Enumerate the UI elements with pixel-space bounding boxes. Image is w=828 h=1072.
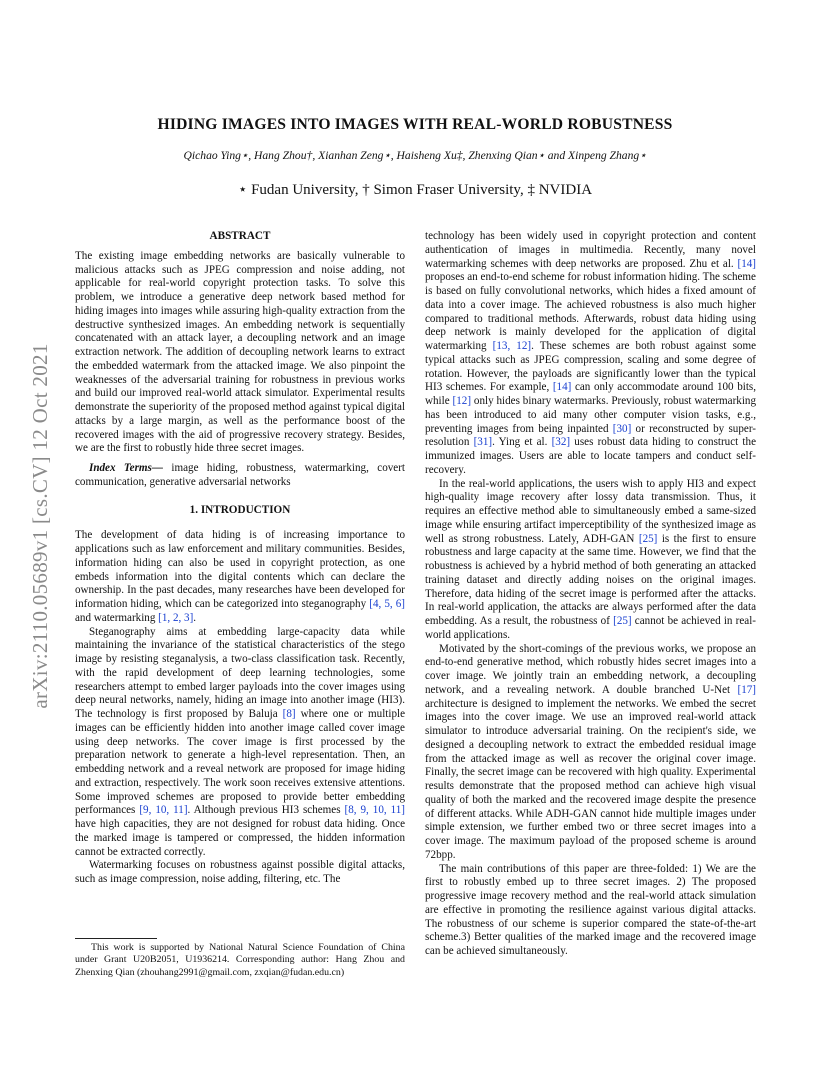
abstract-heading: ABSTRACT (209, 230, 271, 242)
index-terms-label: Index Terms— (89, 462, 163, 474)
arxiv-sidebar (28, 286, 52, 766)
right-column (425, 230, 756, 959)
text-run: Steganography aims at embedding large-capacity data while maintaining the invariance of the statistical characteristics of the stego image by resisting steganalysis, a two-class classification task. Recently, with the rapid development of deep learning technologies, some researchers attempt to embed larger payloads into the cover images using deep neural networks, namely, hiding an image into another image (HI3). The technology is first proposed by Baluja (75, 625, 405, 720)
intro-paragraph-5 (425, 478, 756, 643)
text-run: or reconstructed by super-resolution (425, 422, 756, 449)
citation-link[interactable]: [13, 12] (492, 340, 532, 352)
intro-heading: 1. INTRODUCTION (189, 503, 291, 516)
text-run: . (193, 611, 197, 624)
text-run: and watermarking (75, 611, 159, 624)
paper-authors: Qichao Ying⋆, Hang Zhou†, Xianhan Zeng⋆, Haisheng Xu‡, Zhenxing Qian⋆ and Xinpeng Zhang⋆ (183, 149, 647, 162)
footnote-rule (75, 938, 157, 939)
paper-title: HIDING IMAGES INTO IMAGES WITH REAL-WORLD ROBUSTNESS (157, 116, 673, 133)
intro-paragraph-7: The main contributions of this paper are three-folded: 1) We are the first to robustly embed up to three secret images. 2) The proposed progressive image recovery method and the real-world attack simulation are effective in promoting the resilience against various digital attacks. The robustness of our scheme is superior compared the state-of-the-art scheme.3) Better qualities of the marked image and the recovered image can be achieved simultaneously. (425, 862, 756, 957)
text-run: cannot be achieved in real-world applications. (425, 615, 756, 641)
citation-link[interactable]: [8] (282, 708, 296, 720)
left-column (75, 230, 405, 887)
intro-paragraph-6 (425, 643, 756, 863)
footnote: This work is supported by National Natural Science Foundation of China under Grant U20B2051, U1936214. Corresponding author: Hang Zhou and Zhenxing Qian (zhouhang2991@gmail.com, zxqian@fudan.edu.cn) (75, 942, 405, 978)
paper-affiliations: ⋆ Fudan University, † Simon Fraser University, ‡ NVIDIA (237, 182, 593, 198)
text-run: only hides binary watermarks. Previously, robust watermarking has been introduced to aid many other computer vision tasks, e.g., preventing images from being inpainted (425, 395, 756, 435)
text-run: . These schemes are both robust against some typical attacks such as JPEG compression, scaling and some degree of rotation. However, the payloads are significantly lower than the typical HI3 schemes. For example, (425, 340, 756, 394)
text-run: . Ying et al. (492, 436, 552, 449)
citation-link[interactable]: [25] (613, 615, 632, 627)
citation-link[interactable]: [30] (612, 422, 632, 435)
text-run: In the real-world applications, the users wish to apply HI3 and expect high-quality image recovery after lossy data transmission. Thus, it requires an effective method able to simultaneously embed a same-sized image while ensuring artifact imperceptibility of the synthesized image as well as strong robustness. Lately, ADH-GAN (425, 477, 756, 545)
text-run: . Although previous HI3 schemes (187, 804, 345, 817)
intro-paragraph-1 (75, 529, 405, 625)
text-run: have high capacities, they are not designed for robust data hiding. Once the marked image is tampered or compressed, the hidden information cannot be extracted correctly. (75, 818, 405, 858)
intro-paragraph-4 (425, 230, 756, 478)
citation-link[interactable]: [14] (737, 257, 756, 270)
text-run: where one or multiple images can be efficiently hidden into another image called cover image using deep networks. The cover image is first processed by the preparation network to generate a high-level representation. Then, an embedding network and a reveal network are proposed for image hiding and extraction, respectively. The work soon receives extensive attentions. Some improved schemes are proposed to provide better embedding performances (75, 708, 405, 817)
citation-link[interactable]: [32] (551, 436, 571, 449)
text-run: proposes an end-to-end scheme for robust information hiding. The scheme is based on fully convolutional networks, which hides a fixed amount of data into a cover image. The achieved robustness is also much higher compared to traditional methods. Afterwards, robust data hiding using deep network is mainly developed for the application of digital watermarking (425, 271, 756, 352)
citation-link[interactable]: [25] (638, 532, 658, 545)
citation-link[interactable]: [1, 2, 3] (158, 611, 194, 624)
intro-paragraph-2 (75, 626, 405, 860)
intro-paragraph-3: Watermarking focuses on robustness against possible digital attacks, such as image compression, noise adding, filtering, etc. The (75, 859, 405, 885)
citation-link[interactable]: [14] (552, 381, 572, 394)
index-terms (75, 462, 405, 490)
citation-link[interactable]: [8, 9, 10, 11] (344, 804, 406, 817)
citation-link[interactable]: [31] (473, 436, 493, 449)
text-run: uses robust data hiding to construct the immunized images. Users are able to locate tampers and conduct self-recovery. (425, 436, 756, 476)
abstract-text: The existing image embedding networks are basically vulnerable to malicious attacks such as JPEG compression and noise adding, not applicable for real-world copyright protection tasks. To solve this problem, we introduce a generative deep network based method for hiding images into images while assuring high-quality extraction from the destructive synthesized images. An embedding network is sequentially concatenated with an attack layer, a decoupling network and an image extraction network. The addition of decoupling network learns to extract the embedded watermark from the attacked image. We also pinpoint the weaknesses of the adversarial training for robustness in previous works and build our improved real-world attack simulator. Experimental results demonstrate the superiority of the proposed method against typical digital attacks by a large margin, as well as the performance boost of the recovered images with the aid of progressive recovery strategy. Besides, we are the first to robustly hide three secret images. (75, 249, 405, 455)
citation-link[interactable]: [17] (737, 683, 756, 696)
text-run: is the first to ensure robustness and large capacity at the same time. However, we find that the robustness is achieved by a hybrid method of both generating an attacked training dataset and directly adding noises on the original images. Therefore, data hiding of the secret image is performed after the attacks. In real-world application, the attacks are always performed after the data embedding. As a result, the robustness of (425, 532, 756, 627)
citation-link[interactable]: [12] (452, 395, 472, 407)
index-terms-text: image hiding, robustness, watermarking, covert communication, generative adversarial networks (75, 462, 405, 488)
text-run: architecture is designed to implement the networks. We embed the secret images into the cover image. We use an improved real-world attack simulator to introduce adversarial training. On the recipient's side, we designed a decoupling network to extract the embedded residual image from the attacked image as well as recover the original cover image. Finally, the secret image can be recovered with high quality. Experimental results demonstrate that the proposed method can achieve high visual quality of both the marked and the recovered image despite the presence of different attacks. While ADH-GAN cannot hide multiple images under simple extension, we further embed two or three secret images into a cover image. The maximum payload of the proposed scheme is around 72bpp. (425, 697, 756, 861)
text-run: can only accommodate around 100 bits, while (425, 381, 756, 407)
text-run: Motivated by the short-comings of the previous works, we propose an end-to-end generative method, which robustly hides secret images into a cover image. We jointly train an embedding network, a decoupling network, and a revealing network. A double branched U-Net (425, 642, 756, 696)
citation-link[interactable]: [4, 5, 6] (369, 598, 405, 610)
citation-link[interactable]: [9, 10, 11] (139, 804, 188, 817)
text-run: technology has been widely used in copyright protection and content authentication of images in multimedia. Recently, many novel watermarking schemes with deep networks are proposed. Zhu et al. (425, 230, 756, 270)
arxiv-identifier: arXiv:2110.05689v1 [cs.CV] 12 Oct 2021 (28, 343, 52, 709)
text-run: The development of data hiding is of increasing importance to applications such as law enforcement and military communities. Besides, information hiding can also be used in copyright protection, as one embeds information into the digital contents which can declare the ownership. In the past decades, many researches have been developed for information hiding, which can be categorized into steganography (75, 529, 405, 610)
